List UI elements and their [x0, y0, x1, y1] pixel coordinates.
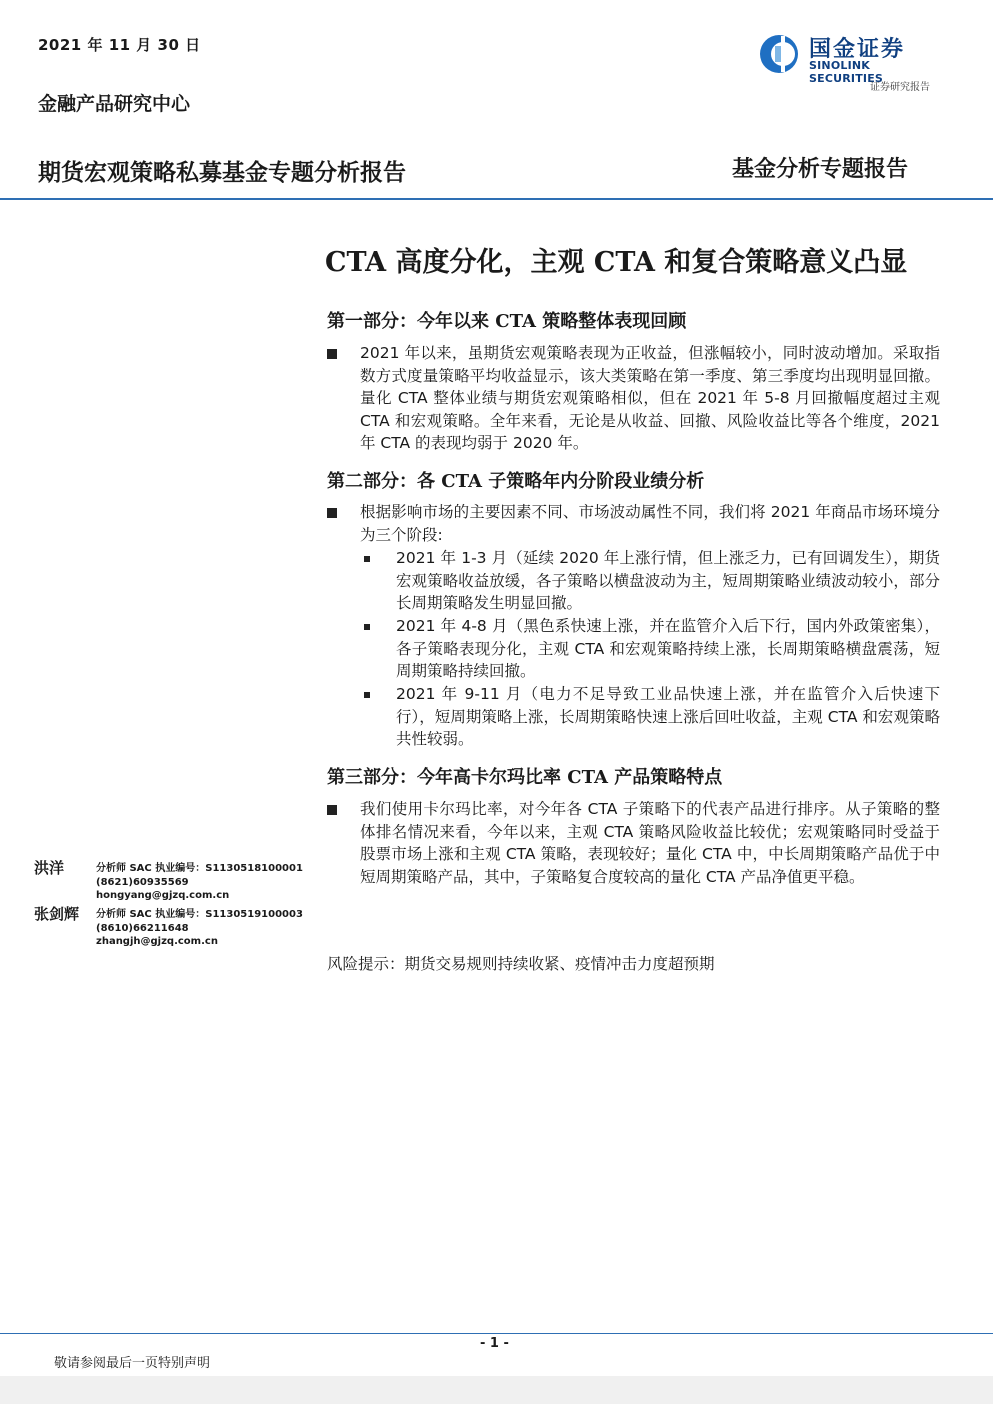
- analyst-cert: 分析师 SAC 执业编号：S1130519100003: [96, 909, 303, 920]
- analyst-info: [96, 862, 303, 903]
- section-1-title: 第一部分：今年以来 CTA 策略整体表现回顾: [327, 311, 687, 332]
- analyst-cert: 分析师 SAC 执业编号：S1130518100001: [96, 863, 303, 874]
- research-center: 金融产品研究中心: [38, 93, 191, 115]
- section-1-paragraph: 2021 年以来，虽期货宏观策略表现为正收益，但涨幅较小，同时波动增加。采取指数方式度量策略平均收益显示，该大类策略在第一季度、第三季度均出现明显回撤。量化 CTA 整体业绩与期货宏观策略相似，但在 2021 年 5-8 月回撤幅度超过主观 CTA 和宏观策略。全年来看，无论是从收益、回撤、风险收益比等各个维度，2021 年 CTA 的表现均弱于 2020 年。: [360, 344, 940, 452]
- logo-text-cn: 国金证券: [809, 37, 906, 62]
- section-3-title: 第三部分：今年高卡尔玛比率 CTA 产品策略特点: [327, 767, 723, 788]
- analyst-phone: (8610)66211648: [96, 922, 189, 934]
- bullet-small: [364, 556, 370, 562]
- analyst-name: 张剑辉: [34, 905, 80, 923]
- analyst-email[interactable]: zhangjh@gjzq.com.cn: [96, 936, 218, 947]
- bullet-square: [327, 508, 337, 518]
- section-2-title: 第二部分：各 CTA 子策略年内分阶段业绩分析: [327, 471, 705, 492]
- logo-subtitle: 证券研究报告: [870, 82, 930, 93]
- footer-divider: [0, 1333, 993, 1334]
- bullet-square: [327, 805, 337, 815]
- bullet-square: [327, 349, 337, 359]
- bottom-strip: [0, 1376, 993, 1404]
- list-item: 2021 年 9-11 月（电力不足导致工业品快速上涨，并在监管介入后快速下行），短周期策略上涨，长周期策略快速上涨后回吐收益，主观 CTA 和宏观策略共性较弱。: [396, 685, 940, 748]
- analyst-name: 洪洋: [34, 859, 65, 877]
- analyst-phone: (8621)60935569: [96, 876, 189, 888]
- report-title: 期货宏观策略私募基金专题分析报告: [38, 160, 406, 186]
- bullet-small: [364, 624, 370, 630]
- list-item: 2021 年 4-8 月（黑色系快速上涨，并在监管介入后下行，国内外政策密集），各子策略表现分化，主观 CTA 和宏观策略持续上涨，长周期策略横盘震荡，短周期策略持续回撤。: [396, 617, 940, 680]
- list-item: 2021 年 1-3 月（延续 2020 年上涨行情，但上涨乏力，已有回调发生），期货宏观策略收益放缓，各子策略以横盘波动为主，短周期策略业绩波动较小，部分长周期策略发生明显回撤。: [396, 549, 940, 612]
- analyst-email[interactable]: hongyang@gjzq.com.cn: [96, 890, 230, 901]
- sinolink-logo-icon: [757, 30, 805, 76]
- footer-disclaimer: 敬请参阅最后一页特别声明: [54, 1356, 211, 1371]
- section-3-paragraph: 我们使用卡尔玛比率，对今年各 CTA 子策略下的代表产品进行排序。从子策略的整体排名情况来看，今年以来，主观 CTA 策略风险收益比较优；宏观策略同时受益于股票市场上涨和主观 CTA 策略，表现较好；量化 CTA 中，中长周期策略产品优于中短周期策略产品，其中，子策略复合度较高的量化 CTA 产品净值更平稳。: [360, 800, 940, 886]
- report-date: 2021 年 11 月 30 日: [38, 36, 201, 54]
- analyst-info: [96, 908, 303, 949]
- company-logo: [757, 30, 947, 85]
- page-number: - 1 -: [480, 1336, 509, 1351]
- header-divider: [0, 198, 993, 200]
- risk-warning: 风险提示：期货交易规则持续收紧、疫情冲击力度超预期: [327, 955, 715, 973]
- report-type: 基金分析专题报告: [732, 156, 909, 182]
- bullet-small: [364, 692, 370, 698]
- logo-text-en: SINOLINK SECURITIES: [809, 59, 884, 85]
- section-2-paragraph: 根据影响市场的主要因素不同、市场波动属性不同，我们将 2021 年商品市场环境分为三个阶段:: [360, 503, 940, 544]
- main-title: CTA 高度分化，主观 CTA 和复合策略意义凸显: [325, 247, 908, 278]
